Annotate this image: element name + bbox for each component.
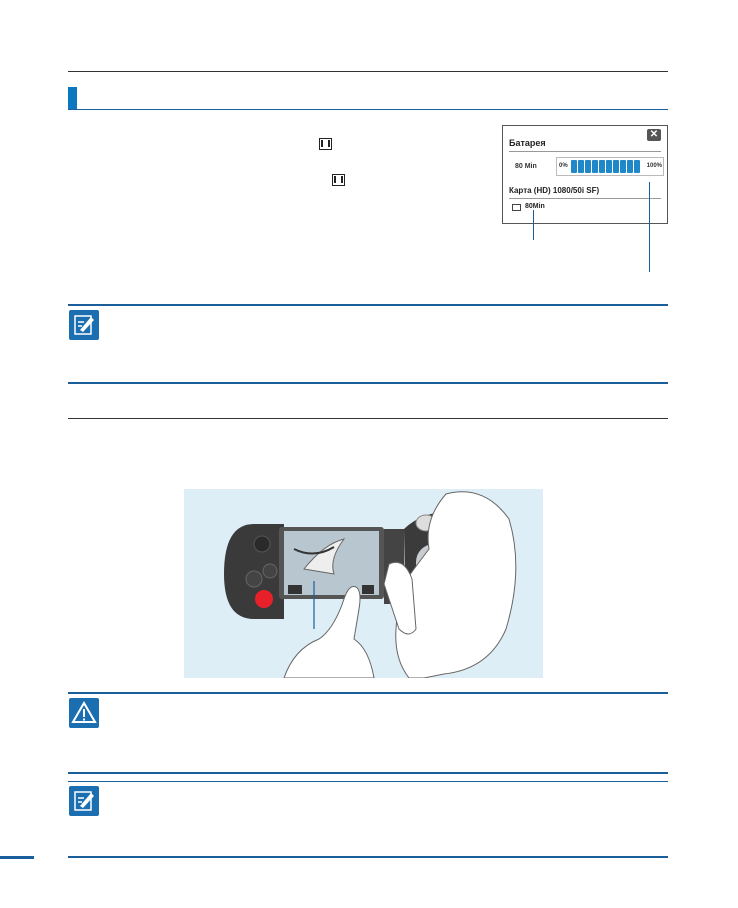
frame-icon <box>332 174 345 186</box>
battery-cell <box>634 160 640 173</box>
divider <box>509 198 661 199</box>
section-rule <box>68 418 668 419</box>
warning-icon <box>69 698 99 728</box>
memory-card-icon <box>512 204 521 211</box>
camcorder-touch-illustration <box>184 489 543 678</box>
warning-top-rule <box>68 692 668 694</box>
battery-cell <box>627 160 633 173</box>
battery-info-panel <box>502 125 668 224</box>
battery-cells <box>571 160 640 173</box>
battery-cell <box>620 160 626 173</box>
note-bottom-rule <box>68 856 668 858</box>
note-icon <box>69 786 99 816</box>
battery-cell <box>578 160 584 173</box>
card-label: Карта (HD) 1080/50i SF) <box>509 186 600 195</box>
section-marker <box>68 87 77 109</box>
battery-cell <box>599 160 605 173</box>
note-top-rule <box>68 304 668 306</box>
remaining-time: 80 Min <box>515 163 537 170</box>
callout-line <box>533 210 534 240</box>
page-edge-marker <box>0 856 34 859</box>
divider <box>509 151 661 152</box>
battery-cell <box>606 160 612 173</box>
frame-icon <box>319 138 332 150</box>
section-heading-rule <box>68 109 668 110</box>
note-icon <box>69 310 99 340</box>
header-rule <box>68 71 668 72</box>
battery-cell <box>613 160 619 173</box>
battery-cell <box>571 160 577 173</box>
note-top-rule <box>68 781 668 782</box>
scale-min-label: 0% <box>559 163 568 169</box>
note-bottom-rule <box>68 382 668 384</box>
callout-line <box>649 182 650 272</box>
battery-title: Батарея <box>509 138 546 148</box>
warning-bottom-rule <box>68 772 668 774</box>
card-time: 80Min <box>525 203 545 210</box>
scale-max-label: 100% <box>646 163 662 169</box>
battery-level-bar <box>556 157 664 176</box>
battery-cell <box>585 160 591 173</box>
battery-cell <box>592 160 598 173</box>
close-icon[interactable]: ✕ <box>647 129 661 141</box>
